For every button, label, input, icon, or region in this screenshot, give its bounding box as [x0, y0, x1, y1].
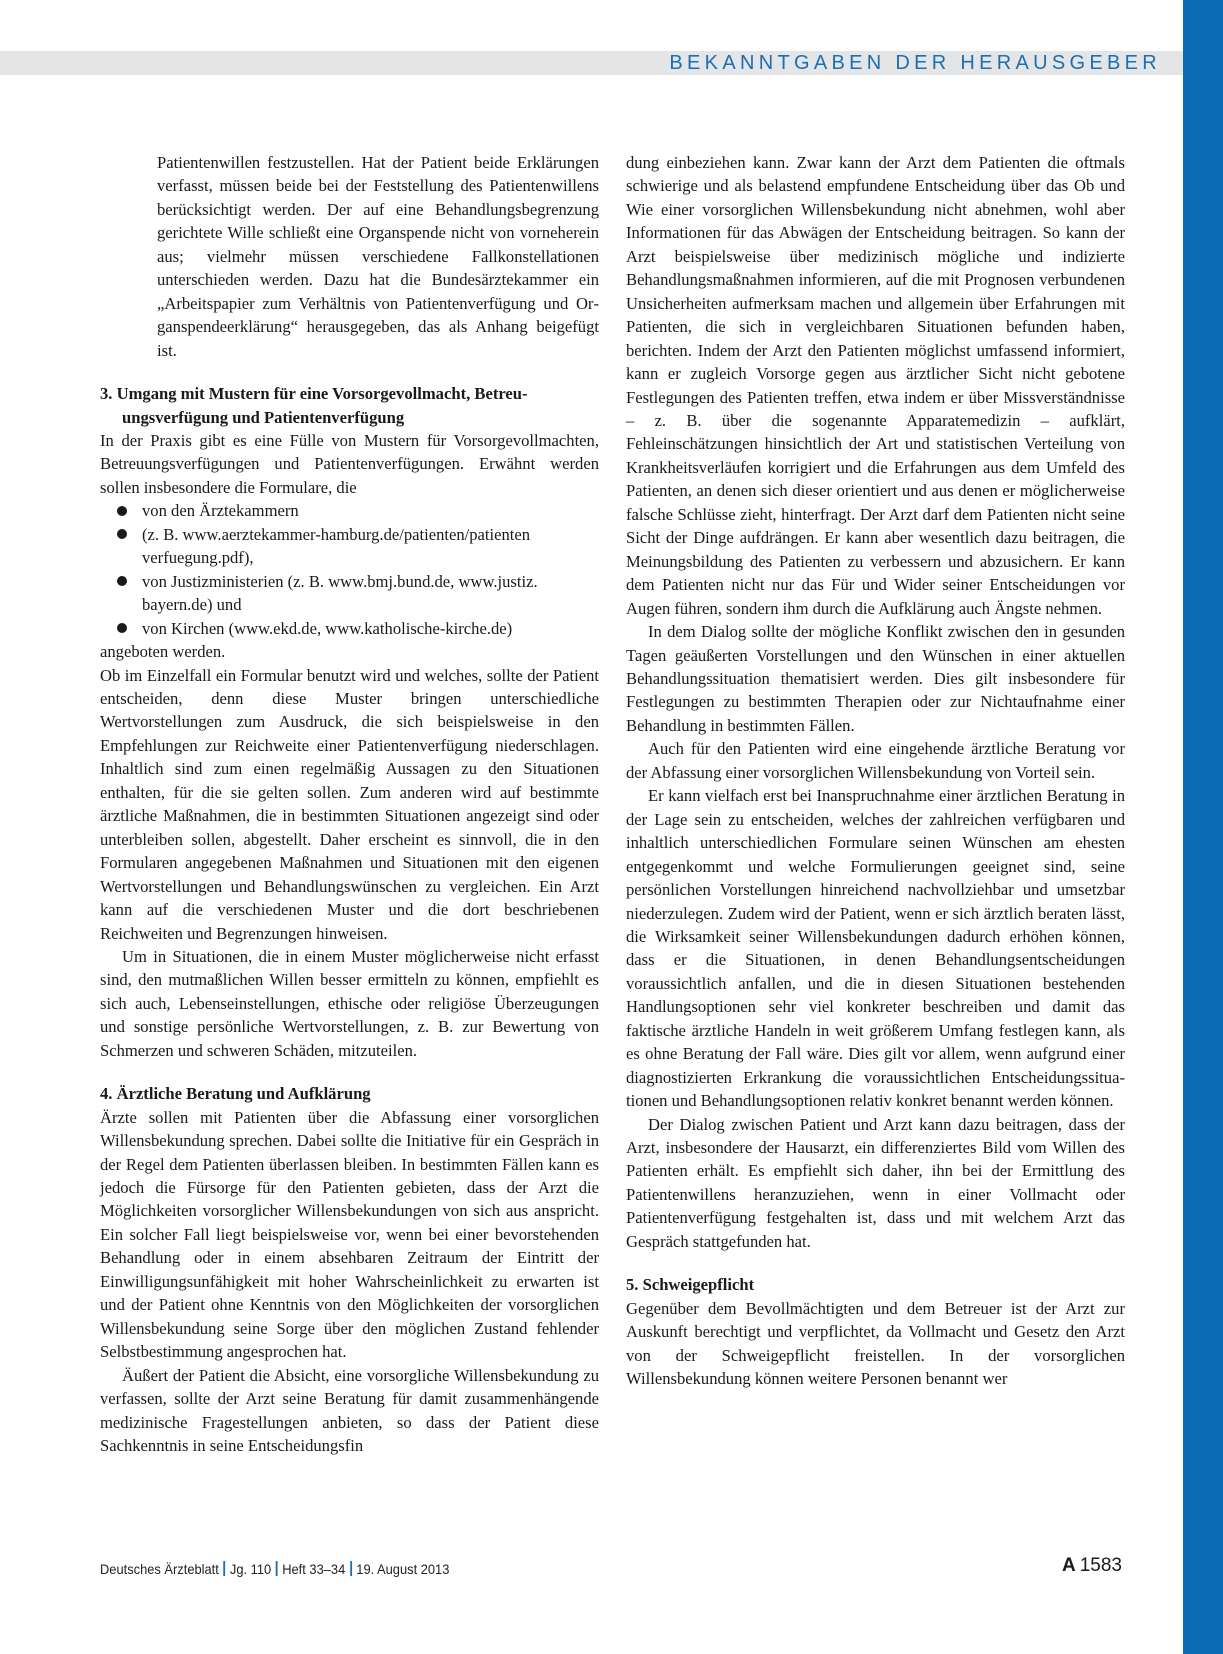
section-3-paragraph-2: Um in Situationen, die in einem Muster möglicherweise nicht erfasst sind, den mutmaßlichen Willen besser ermitteln zu können, empfiehlt es sich auch, Lebenseinstellungen, ethische oder religiöse Überzeugungen und sonstige persönliche Wertvorstellungen, z. B. zur Bewertung von Schmerzen und schweren Schäden, mitzuteilen.	[100, 946, 599, 1060]
section-4-paragraph-5: Auch für den Patienten wird eine eingehende ärztliche Beratung vor der Abfassung einer vorsorglichen Willensbekundung von Vorteil sein.	[626, 739, 1125, 782]
footer-separator	[223, 1561, 225, 1576]
section-3-after-list: angeboten werden.	[100, 642, 226, 662]
right-column	[626, 151, 1125, 1391]
page-number	[1062, 1554, 1122, 1578]
list-item: von den Ärztekammern	[142, 499, 599, 522]
footer-separator	[276, 1561, 278, 1576]
section-4-paragraph-7: Der Dialog zwischen Patient und Arzt kann dazu beitragen, dass der Arzt, insbesondere der Hausarzt, ein differenziertes Bild vom Willen des Patienten erhält. Es empfiehlt sich daher, ihn bei der Ermittlung des Patientenwillens heranzuziehen, wenn in einer Vollmacht oder Patientenverfügung festgehalten ist, dass und mit welchem Arzt das Gespräch stattgefunden hat.	[626, 1114, 1125, 1251]
continued-paragraph: Patientenwillen festzustellen. Hat der Patient beide Erklärungen verfasst, müssen beide bei der Feststellung des Patientenwillens berücksichtigt werden. Der auf eine Behandlungsbegrenzung gerichtete Wille schließt eine Organspende nicht von vorneherein aus; vielmehr müssen verschiedene Fallkonstellationen unterschieden werden. Dazu hat die Bundesärztekammer ein „Arbeitspapier zum Verhältnis von Patientenverfügung und Organspendeerklärung“ herausgegeben, das als Anhang beigefügt ist.	[157, 153, 599, 360]
section-5-heading: 5. Schweigepflicht	[626, 1275, 755, 1295]
section-4-paragraph-2: Äußert der Patient die Absicht, eine vorsorgliche Willensbekundung zu verfassen, sollte der Arzt seine Beratung für damit zusammenhängende medizinische Fragestellungen anbieten, so dass der Patient diese Sachkenntnis in seine Entscheidungsfin	[100, 1365, 599, 1456]
list-item: von Justizministerien (z. B. www.bmj.bund.de, www.justiz. bayern.de) und	[142, 570, 599, 617]
journal-volume: Jg. 110	[229, 1561, 272, 1577]
section-4-paragraph-4: In dem Dialog sollte der mögliche Konflikt zwischen den in gesunden Tagen geäußerten Vorstellungen und den Wünschen in einer aktuellen Behandlungssituation thematisiert werden. Dies gilt insbesondere für Festlegungen zu bestimmten Therapien oder zur Nichtaufnahme einer Behandlung in bestimmten Fällen.	[626, 622, 1125, 735]
section-3-paragraph-1: Ob im Einzelfall ein Formular benutzt wird und welches, sollte der Patient entscheiden, denn diese Muster bringen unterschiedliche Wertvorstellungen zum Ausdruck, die sich beispielsweise in den Empfehlungen zur Reichweite einer Patientenverfügung niederschlagen. Inhaltlich sind zum einen regelmäßig Aussagen zu den Situationen enthalten, für die sie gelten sollen. Zum anderen wird auf bestimmte ärztliche Maßnahmen, die in bestimmten Situationen angezeigt sind oder unterbleiben sollen, abgestellt. Daher erscheint es sinnvoll, die in den Formularen angegebenen Maßnahmen und Situationen mit den eigenen Wertvorstellungen und Behandlungswünschen zu vergleichen. Ein Arzt kann auf die verschiedenen Muster und die dort beschriebenen Reichweiten und Begrenzungen hinweisen.	[100, 665, 599, 943]
form-provider-list	[100, 499, 599, 640]
journal-name: Deutsches Ärzteblatt	[100, 1561, 219, 1577]
left-column	[100, 151, 599, 1457]
section-3-heading: 3. Umgang mit Mustern für eine Vorsorgevollmacht, Betreuungsverfügung und Patientenverfügung	[100, 384, 528, 427]
list-item: von Kirchen (www.ekd.de, www.katholische-kirche.de)	[142, 617, 599, 640]
section-4-heading: 4. Ärztliche Beratung und Aufklärung	[100, 1084, 371, 1104]
page-prefix: A	[1061, 1555, 1076, 1576]
journal-issue: Heft 33–34	[282, 1561, 346, 1577]
section-3-intro: In der Praxis gibt es eine Fülle von Mustern für Vorsorgevollmachten, Betreuungsverfügungen und Patientenverfügungen. Erwähnt werden sollen insbesondere die Formulare, die	[100, 430, 599, 497]
section-4-paragraph-3: dung einbeziehen kann. Zwar kann der Arzt dem Patienten die oftmals schwierige und als belastend empfundene Entscheidung über das Ob und Wie einer vorsorglichen Willensbekundung nicht abnehmen, wohl aber Informationen für das Abwägen der Entscheidung beitragen. So kann der Arzt beispielsweise über medizinisch mögliche und indizierte Behandlungsmaßnahmen informieren, auf die mit Prognosen verbundenen Unsicherheiten aufmerksam machen und allgemein über Erfahrungen mit Patienten, die sich in vergleichbaren Situationen befunden haben, berichten. Indem der Arzt den Patienten möglichst umfassend informiert, kann er zugleich Vorsorge gegen aus ärztlicher Sicht nicht gebotene Festlegungen des Patienten treffen, etwa indem er über Missverständnisse – z. B. über die sogenannte Apparatemedizin – aufklärt, Fehleinschätzungen hinsichtlich der Art und statistischen Verteilung von Krankheitsverläufen korrigiert und die Erfahrungen aus dem Umfeld des Patienten, an denen sich dieser orientiert und aus denen er möglicherweise falsche Schlüsse zieht, hinterfragt. Der Arzt darf dem Patienten nicht seine Sicht der Dinge aufdrängen. Er kann aber wesentlich dazu beitragen, die Meinungsbildung des Patienten zu verbessern und abzusichern. Er kann dem Patienten nicht nur das Für und Wider seiner Entscheidungen vor Augen führen, sondern ihm durch die Aufklärung auch Ängste nehmen.	[626, 153, 1125, 618]
list-item: (z. B. www.aerztekammer-hamburg.de/patienten/patienten verfuegung.pdf),	[142, 523, 599, 570]
continued-block	[100, 151, 599, 362]
section-5-paragraph-1: Gegenüber dem Bevollmächtigten und dem Betreuer ist der Arzt zur Auskunft berechtigt und verpflichtet, da Vollmacht und Gesetz den Arzt von der Schweigepflicht freistellen. In der vorsorglichen Willensbekundung können weitere Personen benannt wer	[626, 1298, 1125, 1389]
journal-date: 19. August 2013	[356, 1561, 450, 1577]
side-color-bar	[1183, 0, 1223, 1654]
footer-separator	[350, 1561, 352, 1576]
section-4-paragraph-6: Er kann vielfach erst bei Inanspruchnahme einer ärztlichen Beratung in der Lage sein zu entscheiden, welches der zahlreichen verfügbaren und inhaltlich unterschiedlichen Formulare seinen Wünschen am ehesten entgegenkommt und welche Formulierungen geeignet sind, seine persönlichen Vorstellungen hinreichend nachvollziehbar und umsetzbar niederzulegen. Zudem wird der Patient, wenn er sich ärztlich beraten lässt, die Wirksamkeit seiner Willensbekundungen dadurch erhöhen können, dass er die Situationen, in denen Behandlungsentscheidungen voraussichtlich anfallen, und die in diesen Situationen bestehenden Handlungsoptionen sehr viel konkreter beschreiben und damit das faktische ärztliche Handeln in weit größerem Umfang festlegen kann, als es ohne Beratung der Fall wäre. Dies gilt vor allem, wenn aufgrund einer diagnostizierten Erkrankung die voraussichtlichen Entscheidungssituationen und Behandlungsoptionen relativ konkret benannt werden können.	[626, 786, 1125, 1111]
page-number-value: 1583	[1079, 1555, 1122, 1576]
section-4-paragraph-1: Ärzte sollen mit Patienten über die Abfassung einer vorsorglichen Willensbekundung sprechen. Dabei sollte die Initiative für ein Gespräch in der Regel dem Patienten überlassen bleiben. In bestimmten Fällen kann es jedoch die Fürsorge für den Patienten gebieten, dass der Arzt die Möglichkeiten vorsorglicher Willensbekundungen von sich aus anspricht. Ein solcher Fall liegt beispielsweise vor, wenn bei einer bevorstehenden Behandlung oder in einem absehbaren Zeitraum der Eintritt der Einwilligungsunfähigkeit mit hoher Wahrscheinlichkeit zu erwarten ist und der Patient ohne Kenntnis von den Möglichkeiten der vorsorglichen Willensbekundung seine Sorge über den möglichen Zustand fehlender Selbstbestimmung angesprochen hat.	[100, 1107, 599, 1362]
section-header-title: BEKANNTGABEN DER HERAUSGEBER	[669, 52, 1161, 74]
footer-citation	[100, 1559, 449, 1579]
